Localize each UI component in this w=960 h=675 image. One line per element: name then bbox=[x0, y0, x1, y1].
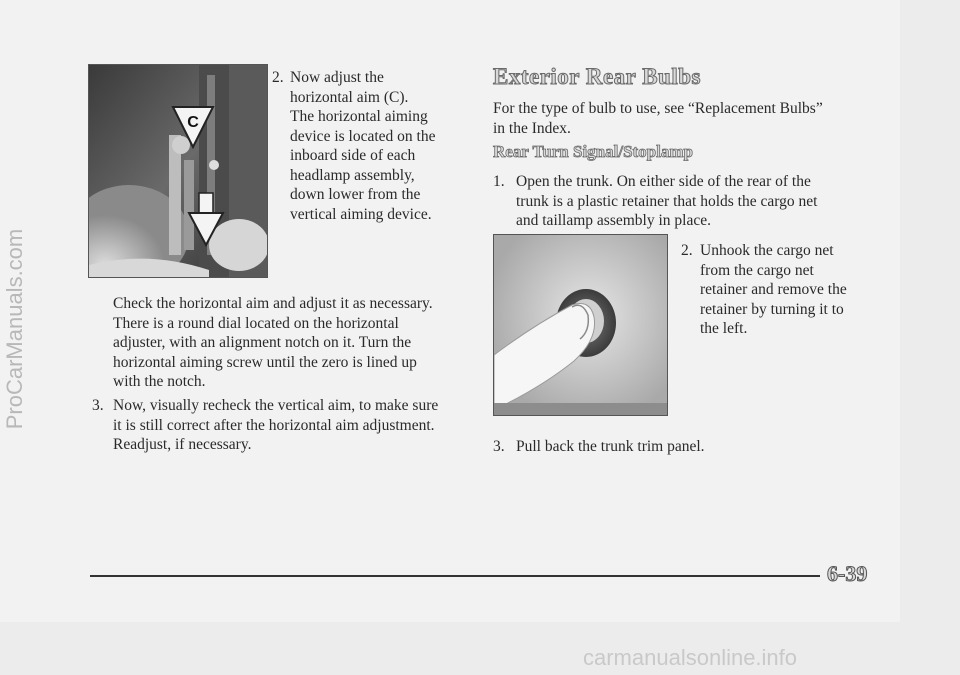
side-watermark: ProCarManuals.com bbox=[2, 228, 27, 430]
page-number: 6-39 bbox=[827, 561, 868, 586]
subsection-heading: Rear Turn Signal/Stoplamp bbox=[493, 142, 693, 161]
text-line: adjuster, with an alignment notch on it. Turn the bbox=[113, 334, 412, 351]
bottom-watermark: carmanualsonline.info bbox=[583, 645, 798, 670]
step2-text bbox=[290, 68, 470, 224]
text-line: vertical aiming device. bbox=[290, 205, 432, 223]
headlamp-photo-illustration bbox=[89, 65, 267, 277]
text-line: horizontal aiming screw until the zero is lined up bbox=[113, 353, 417, 371]
text-line: the left. bbox=[700, 320, 748, 337]
section-heading: Exterior Rear Bulbs bbox=[493, 64, 701, 89]
text-line: There is a round dial located on the horizontal bbox=[113, 314, 399, 332]
right-step3-number: 3. bbox=[493, 438, 505, 455]
text-line: device is located on the bbox=[290, 127, 436, 145]
text-line: down lower from the bbox=[290, 186, 421, 203]
photo-callout-label: C bbox=[187, 114, 199, 131]
text-line: with the notch. bbox=[113, 373, 206, 390]
text-line: in the Index. bbox=[493, 119, 571, 137]
footer-rule bbox=[90, 575, 820, 577]
headlamp-aim-photo bbox=[88, 64, 268, 278]
text-line: it is still correct after the horizontal aim adjustment. bbox=[113, 416, 435, 434]
text-line: inboard side of each bbox=[290, 147, 416, 164]
retainer-photo-illustration bbox=[494, 235, 667, 415]
cargo-net-retainer-photo bbox=[493, 234, 668, 416]
right-step1-text bbox=[516, 172, 876, 231]
step2-number: 2. bbox=[272, 69, 284, 86]
horizontal-aim-paragraph bbox=[113, 294, 483, 392]
text-line: horizontal aim (C). bbox=[290, 88, 409, 106]
text-line: trunk is a plastic retainer that holds the cargo net bbox=[516, 192, 818, 210]
text-line: headlamp assembly, bbox=[290, 166, 415, 184]
step3-number: 3. bbox=[92, 397, 104, 414]
text-line: from the cargo net bbox=[700, 261, 814, 279]
text-line: Open the trunk. On either side of the rear of the bbox=[516, 173, 811, 190]
text-line: For the type of bulb to use, see “Replacement Bulbs” bbox=[493, 100, 823, 117]
text-line: Readjust, if necessary. bbox=[113, 436, 252, 453]
intro-text bbox=[493, 99, 873, 138]
right-step2-text bbox=[700, 241, 880, 339]
text-line: retainer and remove the bbox=[700, 281, 847, 298]
text-line: Now adjust the bbox=[290, 69, 384, 86]
text-line: Now, visually recheck the vertical aim, to make sure bbox=[113, 397, 439, 414]
text-line: Unhook the cargo net bbox=[700, 242, 834, 259]
right-step3-text: Pull back the trunk trim panel. bbox=[516, 438, 705, 455]
step3-text bbox=[113, 396, 483, 455]
right-step1-number: 1. bbox=[493, 173, 505, 190]
text-line: and taillamp assembly in place. bbox=[516, 212, 711, 229]
right-step2-number: 2. bbox=[681, 242, 693, 259]
text-line: Check the horizontal aim and adjust it as necessary. bbox=[113, 295, 433, 312]
text-line: The horizontal aiming bbox=[290, 108, 428, 125]
text-line: retainer by turning it to bbox=[700, 300, 844, 318]
